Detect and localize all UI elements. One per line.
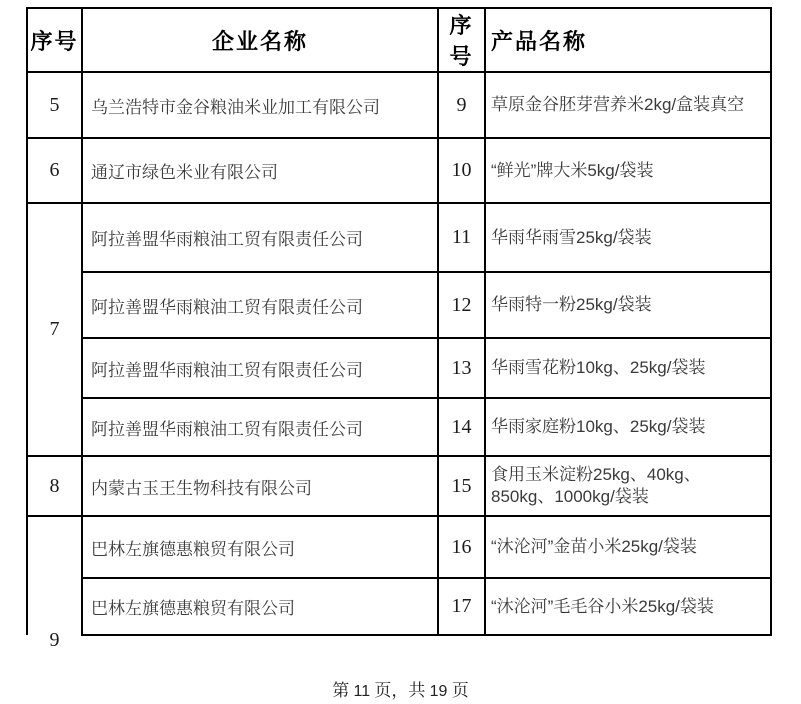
product-name-cell: 华雨特一粉25kg/袋装 [485, 272, 771, 338]
table-row [27, 203, 771, 272]
footer-page-number: 11 [353, 683, 371, 700]
product-serial-cell: 9 [438, 72, 485, 138]
table-row [27, 516, 771, 578]
company-name-cell: 通辽市绿色米业有限公司 [82, 138, 438, 203]
product-name-cell: 华雨雪花粉10kg、25kg/袋装 [485, 338, 771, 398]
header-company-name: 企业名称 [82, 8, 438, 72]
footer-suffix: 页 [447, 681, 469, 700]
table-row [27, 272, 771, 338]
header-product-serial: 序号 [438, 8, 485, 72]
header-company-serial: 序号 [27, 8, 82, 72]
company-name-cell: 内蒙古玉王生物科技有限公司 [82, 456, 438, 516]
company-name-cell: 乌兰浩特市金谷粮油米业加工有限公司 [82, 72, 438, 138]
company-name-cell: 阿拉善盟华雨粮油工贸有限责任公司 [82, 398, 438, 456]
footer-prefix: 第 [332, 681, 354, 700]
clipped-serial-digit: 9 [49, 629, 60, 651]
page-footer [0, 676, 801, 701]
product-name-cell: 华雨华雨雪25kg/袋装 [485, 203, 771, 272]
product-serial-cell: 11 [438, 203, 485, 272]
product-serial-cell: 10 [438, 138, 485, 203]
table-row [27, 398, 771, 456]
company-name-cell: 巴林左旗德惠粮贸有限公司 [82, 516, 438, 578]
company-serial-cell: 8 [27, 456, 82, 516]
product-name-cell: 草原金谷胚芽营养米2kg/盒装真空 [485, 72, 771, 138]
company-name-cell: 阿拉善盟华雨粮油工贸有限责任公司 [82, 272, 438, 338]
product-serial-cell: 13 [438, 338, 485, 398]
table-row [27, 456, 771, 516]
company-serial-cell: 7 [27, 203, 82, 456]
product-serial-cell: 17 [438, 578, 485, 635]
product-name-cell: “沐沦河”金苗小米25kg/袋装 [485, 516, 771, 578]
product-serial-cell: 15 [438, 456, 485, 516]
table-row [27, 72, 771, 138]
company-name-cell: 巴林左旗德惠粮贸有限公司 [82, 578, 438, 635]
table-row [27, 138, 771, 203]
company-serial-cell-clipped [27, 516, 82, 651]
product-name-cell: “鲜光”牌大米5kg/袋装 [485, 138, 771, 203]
product-name-cell: “沐沦河”毛毛谷小米25kg/袋装 [485, 578, 771, 635]
product-serial-cell: 14 [438, 398, 485, 456]
company-product-table [26, 7, 772, 651]
product-name-cell: 华雨家庭粉10kg、25kg/袋装 [485, 398, 771, 456]
product-name-cell: 食用玉米淀粉25kg、40kg、850kg、1000kg/袋装 [485, 456, 771, 516]
table-header-row [27, 8, 771, 72]
company-name-cell: 阿拉善盟华雨粮油工贸有限责任公司 [82, 203, 438, 272]
company-name-cell: 阿拉善盟华雨粮油工贸有限责任公司 [82, 338, 438, 398]
footer-middle: 页，共 [370, 681, 430, 700]
table-row [27, 338, 771, 398]
company-serial-cell: 6 [27, 138, 82, 203]
company-serial-cell: 5 [27, 72, 82, 138]
product-serial-cell: 12 [438, 272, 485, 338]
header-product-name: 产品名称 [485, 8, 771, 72]
footer-total-pages: 19 [429, 683, 448, 700]
product-serial-cell: 16 [438, 516, 485, 578]
table-row [27, 578, 771, 635]
